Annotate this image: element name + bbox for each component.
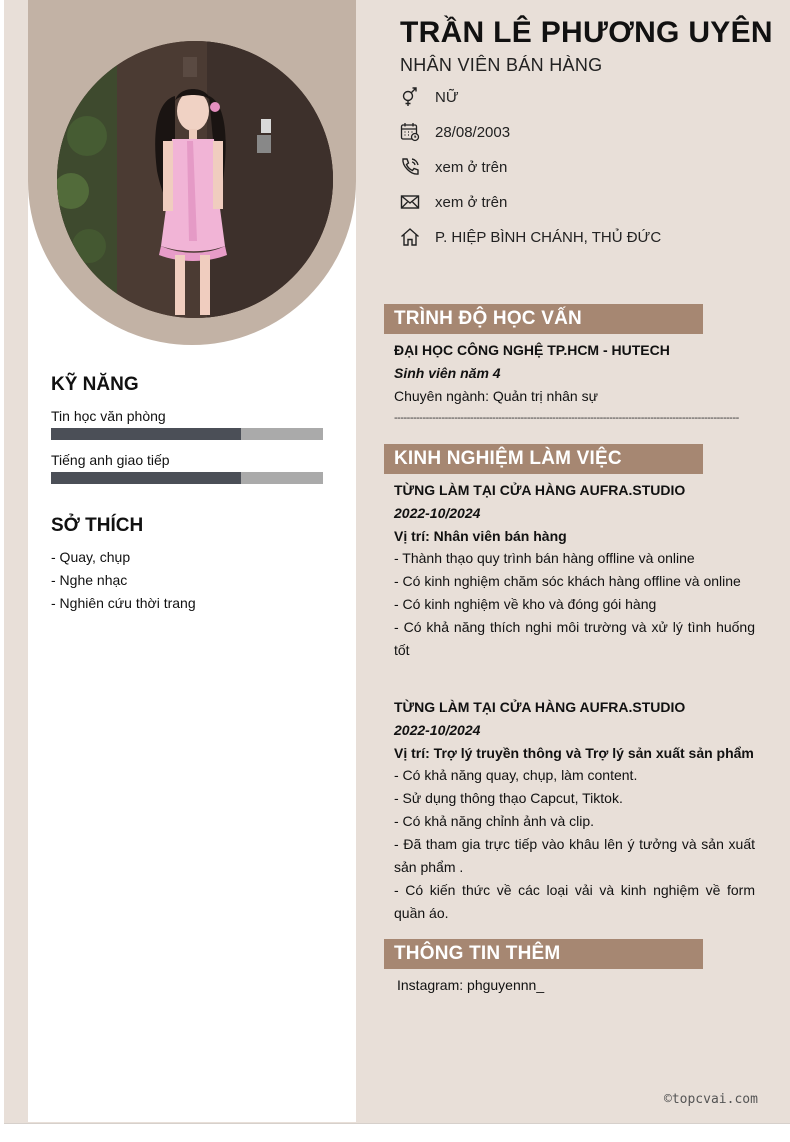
skill-bar (51, 472, 323, 484)
job-company: TỪNG LÀM TẠI CỬA HÀNG AUFRA.STUDIO (394, 482, 686, 498)
hobby-item: - Nghe nhạc (51, 572, 128, 588)
skill-bar-fill (51, 472, 241, 484)
contact-address (400, 226, 662, 248)
address-text: P. HIỆP BÌNH CHÁNH, THỦ ĐỨC (435, 228, 662, 246)
profile-photo (57, 41, 333, 318)
job-period: 2022-10/2024 (394, 722, 481, 738)
skill-bar-fill (51, 428, 241, 440)
study-year: Sinh viên năm 4 (394, 365, 501, 381)
email-text: xem ở trên (435, 193, 508, 211)
phone-text: xem ở trên (435, 158, 508, 176)
skills-title: KỸ NĂNG (51, 374, 139, 395)
hobby-item: - Quay, chụp (51, 549, 131, 565)
job-duty: - Có kinh nghiệm chăm sóc khách hàng offline và online (394, 573, 741, 589)
instagram-handle: Instagram: phguyennn_ (397, 977, 545, 993)
hobby-item: - Nghiên cứu thời trang (51, 595, 196, 611)
job-duty: - Có kinh nghiệm về kho và đóng gói hàng (394, 596, 657, 612)
contact-email (400, 191, 508, 213)
job-company: TỪNG LÀM TẠI CỬA HÀNG AUFRA.STUDIO (394, 699, 686, 715)
school-name: ĐẠI HỌC CÔNG NGHỆ TP.HCM - HUTECH (394, 342, 670, 358)
watermark: ©topcvai.com (664, 1092, 758, 1107)
experience-header: KINH NGHIỆM LÀM VIỆC (384, 444, 703, 474)
hobbies-title: SỞ THÍCH (51, 515, 144, 536)
job-duty: - Thành thạo quy trình bán hàng offline và online (394, 550, 695, 566)
birthdate-text: 28/08/2003 (435, 123, 511, 141)
skill-label: Tiếng anh giao tiếp (51, 452, 170, 468)
contact-gender (400, 86, 459, 108)
job-duty: - Có kiến thức về các loại vải và kinh nghiệm về form quần áo. (394, 882, 755, 921)
job-duty: - Có khả năng quay, chụp, làm content. (394, 767, 638, 783)
study-major: Chuyên ngành: Quản trị nhân sự (394, 388, 598, 404)
contact-phone (400, 156, 508, 178)
section-divider: ------------------------------------------------------------------------------------------------------------- (394, 412, 739, 424)
job-duty: - Sử dụng thông thạo Capcut, Tiktok. (394, 790, 623, 806)
job-position: Vị trí: Trợ lý truyền thông và Trợ lý sản xuất sản phẩm (394, 745, 754, 761)
mail-icon (400, 192, 420, 212)
gender-icon (400, 87, 420, 107)
phone-icon (400, 157, 420, 177)
extra-info-header: THÔNG TIN THÊM (384, 939, 703, 969)
skill-bar (51, 428, 323, 440)
job-period: 2022-10/2024 (394, 505, 481, 521)
job-duty: - Có khả năng chỉnh ảnh và clip. (394, 813, 595, 829)
education-header: TRÌNH ĐỘ HỌC VẤN (384, 304, 703, 334)
job-position: Vị trí: Nhân viên bán hàng (394, 528, 567, 544)
job-duty: - Đã tham gia trực tiếp vào khâu lên ý tưởng và sản xuất sản phẩm . (394, 836, 755, 875)
job-duty: - Có khả năng thích nghi môi trường và xử lý tình huống tốt (394, 619, 755, 658)
candidate-role: NHÂN VIÊN BÁN HÀNG (400, 55, 603, 75)
contact-birthdate (400, 121, 511, 143)
gender-text: NỮ (435, 88, 459, 106)
calendar-icon (400, 122, 420, 142)
candidate-name: TRẦN LÊ PHƯƠNG UYÊN (400, 16, 773, 49)
skill-label: Tin học văn phòng (51, 408, 166, 424)
home-icon (400, 227, 420, 247)
